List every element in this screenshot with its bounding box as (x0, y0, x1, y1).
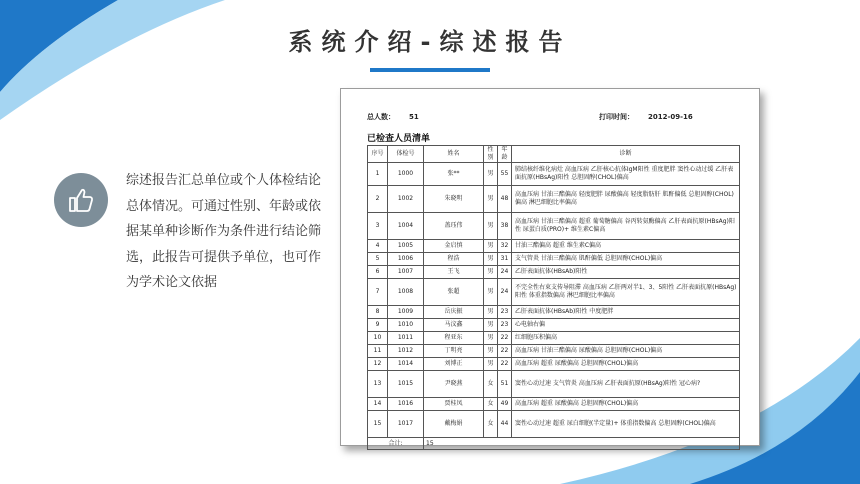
description-text: 综述报告汇总单位或个人体检结论总体情况。可通过性别、年龄或依据某单种诊断作为条件进行结论筛选，此报告可提供予单位，也可作为学术论文依据 (126, 173, 322, 290)
cell-diagnosis: 支气管炎 甘油三酯偏高 肌酐偏低 总胆固醇(CHOL)偏高 (512, 253, 740, 266)
cell-age: 22 (498, 345, 512, 358)
cell-sex: 男 (484, 332, 498, 345)
cell-no: 12 (368, 358, 388, 371)
print-time (599, 112, 693, 122)
cell-diagnosis: 高血压病 甘油三酯偏高 轻度肥胖 尿酸偏高 轻度脂肪肝 肌酐偏低 总胆固醇(CHOL)偏高 淋巴细胞比率偏高 (512, 186, 740, 213)
cell-no: 3 (368, 213, 388, 240)
cell-no: 14 (368, 398, 388, 411)
cell-sex: 男 (484, 345, 498, 358)
cell-diagnosis: 红细胞压积偏高 (512, 332, 740, 345)
cell-name: 贾桂凤 (424, 398, 484, 411)
table-row (368, 332, 740, 345)
cell-name: 丁明亮 (424, 345, 484, 358)
table-row (368, 319, 740, 332)
cell-no: 9 (368, 319, 388, 332)
cell-id: 1011 (388, 332, 424, 345)
cell-sex: 男 (484, 213, 498, 240)
total-label: 总人数： (367, 113, 395, 121)
cell-name: 张超 (424, 279, 484, 306)
cell-no: 7 (368, 279, 388, 306)
cell-name: 金启慎 (424, 240, 484, 253)
cell-no: 4 (368, 240, 388, 253)
cell-id: 1004 (388, 213, 424, 240)
table-row (368, 186, 740, 213)
cell-diagnosis: 不完全性右束支传导阻滞 高血压病 乙肝两对半1、3、5阳性 乙肝表面抗原(HBsAg)阳性 体重指数偏高 淋巴细胞比率偏高 (512, 279, 740, 306)
cell-sex: 男 (484, 253, 498, 266)
table-row (368, 306, 740, 319)
cell-id: 1005 (388, 240, 424, 253)
cell-id: 1012 (388, 345, 424, 358)
cell-sex: 男 (484, 240, 498, 253)
table-row (368, 253, 740, 266)
cell-sex: 男 (484, 163, 498, 186)
column-header: 体检号 (388, 146, 424, 163)
cell-age: 32 (498, 240, 512, 253)
cell-age: 44 (498, 411, 512, 438)
cell-name: 程亚东 (424, 332, 484, 345)
cell-diagnosis: 肺结核纤维化病灶 高血压病 乙肝核心抗体IgM阳性 重度肥胖 窦性心动过缓 乙肝表面抗原(HBsAg)阳性 总胆固醇(CHOL)偏高 (512, 163, 740, 186)
cell-no: 11 (368, 345, 388, 358)
cell-diagnosis: 高血压病 超重 尿酸偏高 总胆固醇(CHOL)偏高 (512, 398, 740, 411)
cell-diagnosis: 心电轴右偏 (512, 319, 740, 332)
cell-diagnosis: 高血压病 甘油三酯偏高 尿酸偏高 总胆固醇(CHOL)偏高 (512, 345, 740, 358)
cell-id: 1009 (388, 306, 424, 319)
column-header: 年龄 (498, 146, 512, 163)
cell-name: 盖珏伟 (424, 213, 484, 240)
cell-diagnosis: 高血压病 甘油三酯偏高 超重 葡萄糖偏高 谷丙转氨酶偏高 乙肝表面抗原(HBsAg)阳性 尿蛋白质(PRO)+ 维生素C偏高 (512, 213, 740, 240)
print-value: 2012-09-16 (648, 113, 693, 121)
cell-no: 6 (368, 266, 388, 279)
cell-diagnosis: 窦性心动过速 支气管炎 高血压病 乙肝表面抗原(HBsAg)阳性 冠心病? (512, 371, 740, 398)
cell-sex: 女 (484, 371, 498, 398)
cell-age: 55 (498, 163, 512, 186)
cell-sex: 男 (484, 186, 498, 213)
cell-id: 1015 (388, 371, 424, 398)
cell-id: 1000 (388, 163, 424, 186)
column-header: 姓名 (424, 146, 484, 163)
cell-diagnosis: 窦性心动过速 超重 尿白细胞(半定量)+ 体重指数偏高 总胆固醇(CHOL)偏高 (512, 411, 740, 438)
cell-name: 程浩 (424, 253, 484, 266)
cell-name: 戴梅娟 (424, 411, 484, 438)
cell-name: 岳庆振 (424, 306, 484, 319)
cell-sex: 男 (484, 319, 498, 332)
table-row (368, 279, 740, 306)
cell-age: 22 (498, 358, 512, 371)
total-value: 51 (409, 113, 419, 121)
table-row (368, 411, 740, 438)
cell-no: 5 (368, 253, 388, 266)
cell-id: 1010 (388, 319, 424, 332)
table-header-row (368, 146, 740, 163)
column-header: 性别 (484, 146, 498, 163)
cell-id: 1006 (388, 253, 424, 266)
cell-name: 朱晓明 (424, 186, 484, 213)
cell-age: 49 (498, 398, 512, 411)
total-row-value: 15 (424, 438, 740, 450)
cell-no: 1 (368, 163, 388, 186)
table-row (368, 398, 740, 411)
cell-age: 48 (498, 186, 512, 213)
cell-name: 刘博正 (424, 358, 484, 371)
cell-diagnosis: 高血压病 超重 尿酸偏高 总胆固醇(CHOL)偏高 (512, 358, 740, 371)
cell-diagnosis: 乙肝表面抗体(HBsAb)阳性 (512, 266, 740, 279)
cell-age: 31 (498, 253, 512, 266)
examinee-table (367, 145, 740, 450)
table-row (368, 266, 740, 279)
cell-sex: 女 (484, 398, 498, 411)
report-document (340, 88, 760, 446)
total-row-label: 合计: (368, 438, 424, 450)
cell-diagnosis: 乙肝表面抗体(HBsAb)阳性 中度肥胖 (512, 306, 740, 319)
cell-id: 1008 (388, 279, 424, 306)
page-title: 系统介绍-综述报告 (288, 28, 572, 56)
cell-age: 51 (498, 371, 512, 398)
cell-name: 王飞 (424, 266, 484, 279)
thumbs-up-icon (67, 186, 95, 214)
cell-id: 1014 (388, 358, 424, 371)
cell-no: 15 (368, 411, 388, 438)
cell-age: 23 (498, 306, 512, 319)
cell-no: 10 (368, 332, 388, 345)
table-total-row (368, 438, 740, 450)
cell-sex: 男 (484, 279, 498, 306)
cell-id: 1007 (388, 266, 424, 279)
cell-age: 23 (498, 319, 512, 332)
cell-sex: 男 (484, 266, 498, 279)
total-count (367, 112, 419, 122)
table-row (368, 345, 740, 358)
cell-diagnosis: 甘油三酯偏高 超重 维生素C偏高 (512, 240, 740, 253)
cell-age: 22 (498, 332, 512, 345)
cell-id: 1002 (388, 186, 424, 213)
cell-name: 马汶鑫 (424, 319, 484, 332)
table-row (368, 213, 740, 240)
cell-sex: 女 (484, 411, 498, 438)
cell-id: 1017 (388, 411, 424, 438)
cell-name: 张** (424, 163, 484, 186)
cell-age: 38 (498, 213, 512, 240)
cell-sex: 男 (484, 306, 498, 319)
thumbs-up-badge (54, 173, 108, 227)
table-row (368, 371, 740, 398)
table-row (368, 163, 740, 186)
cell-id: 1016 (388, 398, 424, 411)
cell-no: 8 (368, 306, 388, 319)
table-row (368, 240, 740, 253)
column-header: 序号 (368, 146, 388, 163)
print-label: 打印时间： (599, 113, 634, 121)
cell-no: 2 (368, 186, 388, 213)
cell-name: 尹晓燕 (424, 371, 484, 398)
column-header: 诊断 (512, 146, 740, 163)
cell-sex: 男 (484, 358, 498, 371)
cell-no: 13 (368, 371, 388, 398)
cell-age: 24 (498, 279, 512, 306)
report-subtitle: 已检查人员清单 (367, 134, 431, 144)
cell-age: 24 (498, 266, 512, 279)
title-underline (370, 68, 490, 72)
table-row (368, 358, 740, 371)
